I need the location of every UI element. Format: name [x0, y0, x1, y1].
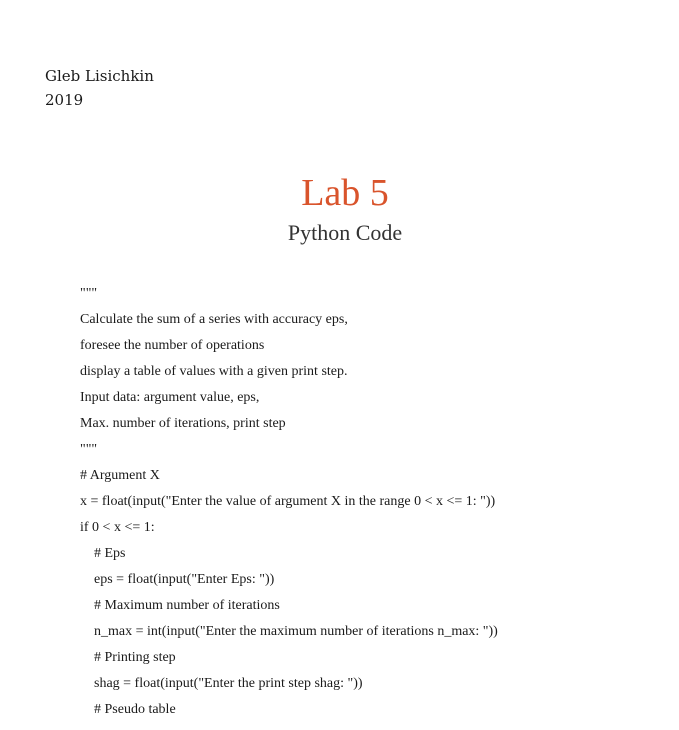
code-listing	[80, 281, 670, 723]
code-line: n_max = int(input("Enter the maximum number of iterations n_max: "))	[94, 624, 498, 639]
code-line: # Eps	[94, 546, 126, 561]
code-line: display a table of values with a given print step.	[80, 364, 348, 379]
code-line: Calculate the sum of a series with accuracy eps,	[80, 312, 348, 327]
code-line: # Printing step	[94, 650, 176, 665]
code-line: """	[80, 442, 98, 457]
document-title: Lab 5	[301, 172, 389, 214]
document-subtitle: Python Code	[287, 220, 403, 245]
code-line: Input data: argument value, eps,	[80, 390, 260, 405]
code-line: """	[80, 286, 98, 301]
author-name: Gleb Lisichkin	[45, 67, 154, 85]
code-line: # Maximum number of iterations	[94, 598, 280, 613]
author-block	[45, 64, 154, 112]
code-line: # Pseudo table	[94, 702, 176, 717]
code-line: foresee the number of operations	[80, 338, 265, 353]
author-year: 2019	[45, 91, 84, 109]
code-line: # Argument X	[80, 468, 160, 483]
code-line: eps = float(input("Enter Eps: "))	[94, 572, 275, 587]
code-line: Max. number of iterations, print step	[80, 416, 286, 431]
code-line: x = float(input("Enter the value of argument X in the range 0 < x <= 1: "))	[80, 494, 496, 509]
code-line: shag = float(input("Enter the print step shag: "))	[94, 676, 363, 691]
code-line: if 0 < x <= 1:	[80, 520, 155, 535]
